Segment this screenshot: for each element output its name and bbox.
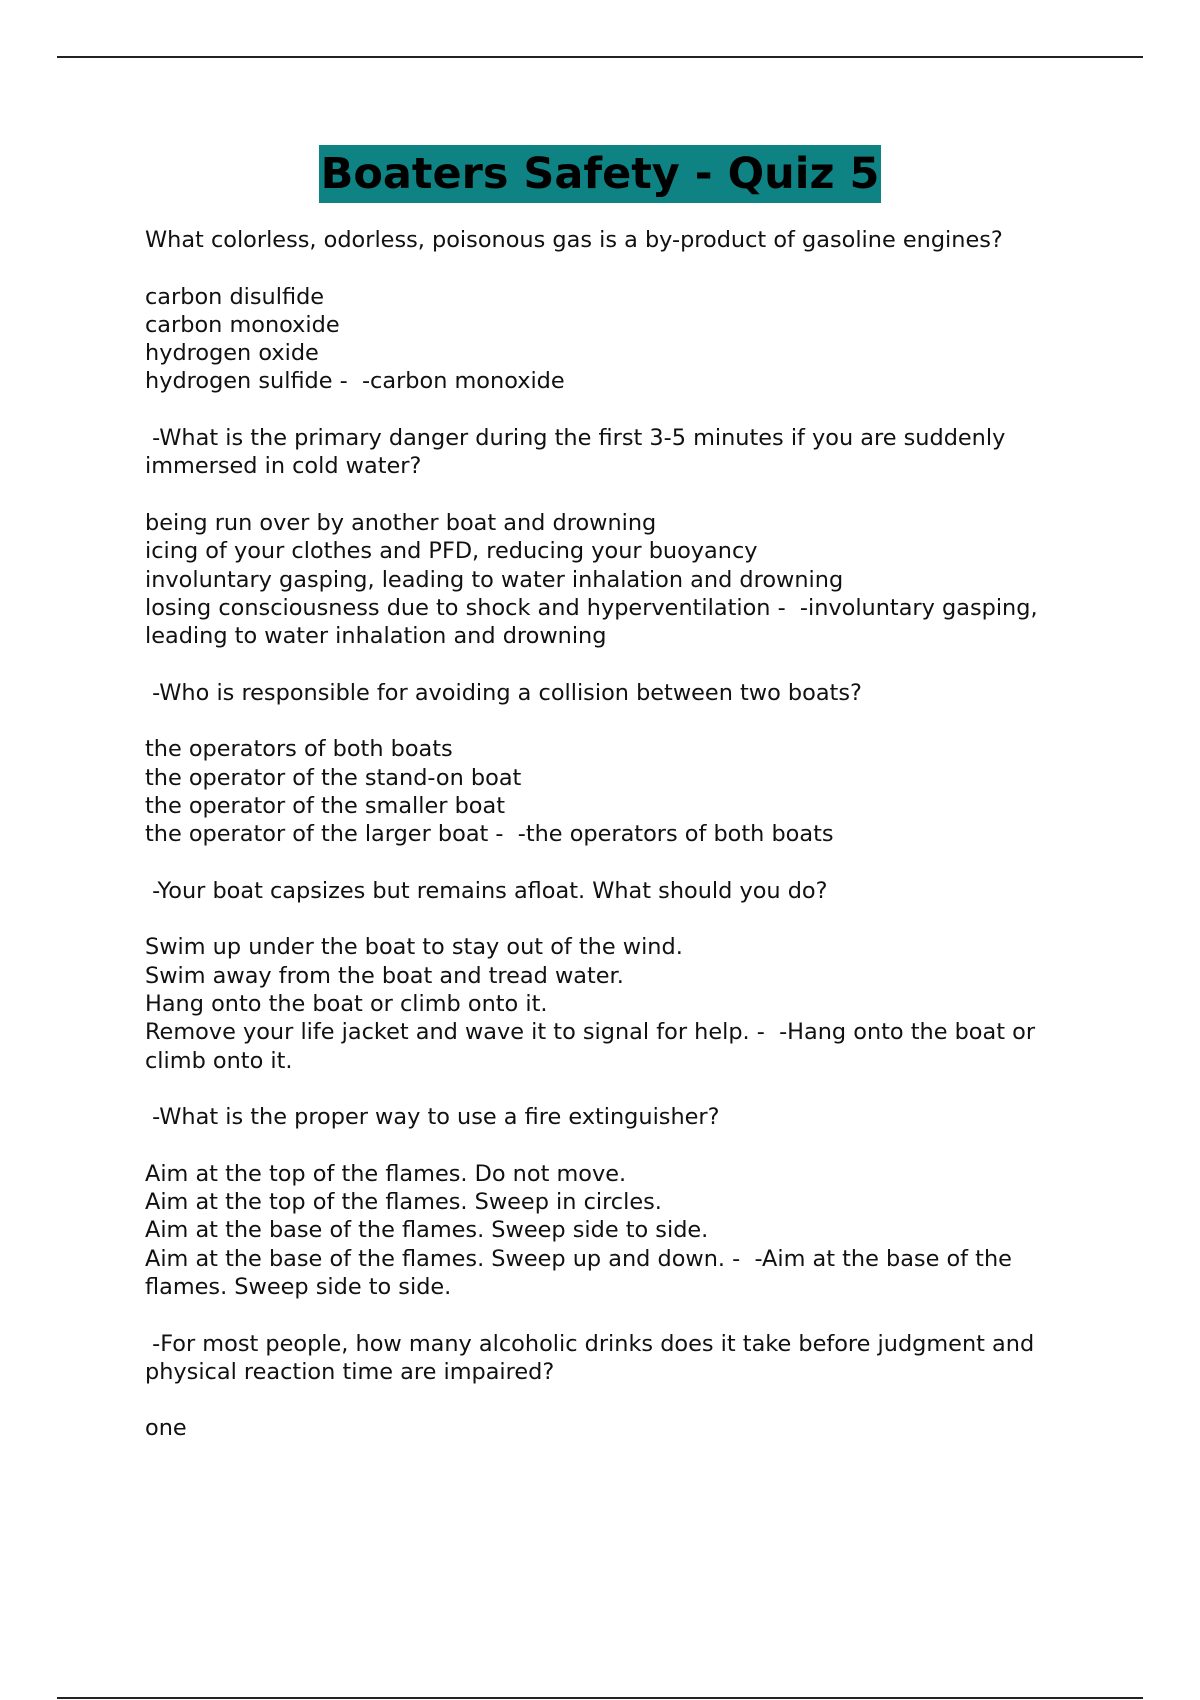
spacer <box>145 254 1090 282</box>
answer-option: carbon monoxide <box>145 311 340 338</box>
answer-option: hydrogen sulfide - -carbon monoxide <box>145 368 565 395</box>
answer-option: involuntary gasping, leading to water inhalation and drowning <box>145 566 844 593</box>
answer-option: Aim at the top of the flames. Do not move. <box>145 1160 627 1187</box>
spacer <box>145 849 1090 877</box>
question-prompt: What colorless, odorless, poisonous gas is a by-product of gasoline engines? <box>145 227 1003 253</box>
spacer <box>145 1132 1090 1160</box>
spacer <box>145 396 1090 424</box>
answer-option: losing consciousness due to shock and hyperventilation - -involuntary gasping, leading to water inhalation and drowning <box>145 594 1045 650</box>
spacer <box>145 905 1090 933</box>
answer-option: Swim away from the boat and tread water. <box>145 962 624 989</box>
question-prompt: -What is the primary danger during the first 3-5 minutes if you are suddenly immersed in cold water? <box>145 425 1013 480</box>
answer-option: Aim at the base of the flames. Sweep up and down. - -Aim at the base of the flames. Sweep side to side. <box>145 1245 1020 1300</box>
answer-option: the operator of the smaller boat <box>145 792 505 819</box>
page-title: Boaters Safety - Quiz 5 <box>319 145 882 203</box>
spacer <box>145 481 1090 509</box>
spacer <box>145 1075 1090 1103</box>
answer-option: hydrogen oxide <box>145 340 319 367</box>
quiz-content <box>145 226 1090 1443</box>
answer-option: Swim up under the boat to stay out of the wind. <box>145 934 683 961</box>
question-prompt: -What is the proper way to use a fire extinguisher? <box>145 1104 720 1131</box>
answer-option: the operators of both boats <box>145 736 453 763</box>
question-prompt: -For most people, how many alcoholic drinks does it take before judgment and physical reaction time are impaired? <box>145 1330 1042 1385</box>
answer-option: one <box>145 1415 187 1442</box>
answer-option: Hang onto the boat or climb onto it. <box>145 991 548 1018</box>
answer-option: the operator of the stand-on boat <box>145 764 522 791</box>
answer-option: Remove your life jacket and wave it to signal for help. - -Hang onto the boat or climb onto it. <box>145 1019 1043 1074</box>
top-rule <box>57 56 1143 58</box>
spacer <box>145 1386 1090 1414</box>
answer-option: Aim at the top of the flames. Sweep in circles. <box>145 1189 662 1216</box>
question-prompt: -Who is responsible for avoiding a collision between two boats? <box>145 679 862 706</box>
question-prompt: -Your boat capsizes but remains afloat. What should you do? <box>145 877 828 904</box>
spacer <box>145 650 1090 678</box>
answer-option: the operator of the larger boat - -the operators of both boats <box>145 821 834 848</box>
title-wrap <box>0 145 1200 203</box>
answer-option: Aim at the base of the flames. Sweep side to side. <box>145 1217 709 1244</box>
bottom-rule <box>57 1697 1143 1699</box>
answer-option: carbon disulfide <box>145 283 325 310</box>
answer-option: being run over by another boat and drowning <box>145 509 657 536</box>
spacer <box>145 707 1090 735</box>
spacer <box>145 1301 1090 1329</box>
answer-option: icing of your clothes and PFD, reducing your buoyancy <box>145 538 758 565</box>
